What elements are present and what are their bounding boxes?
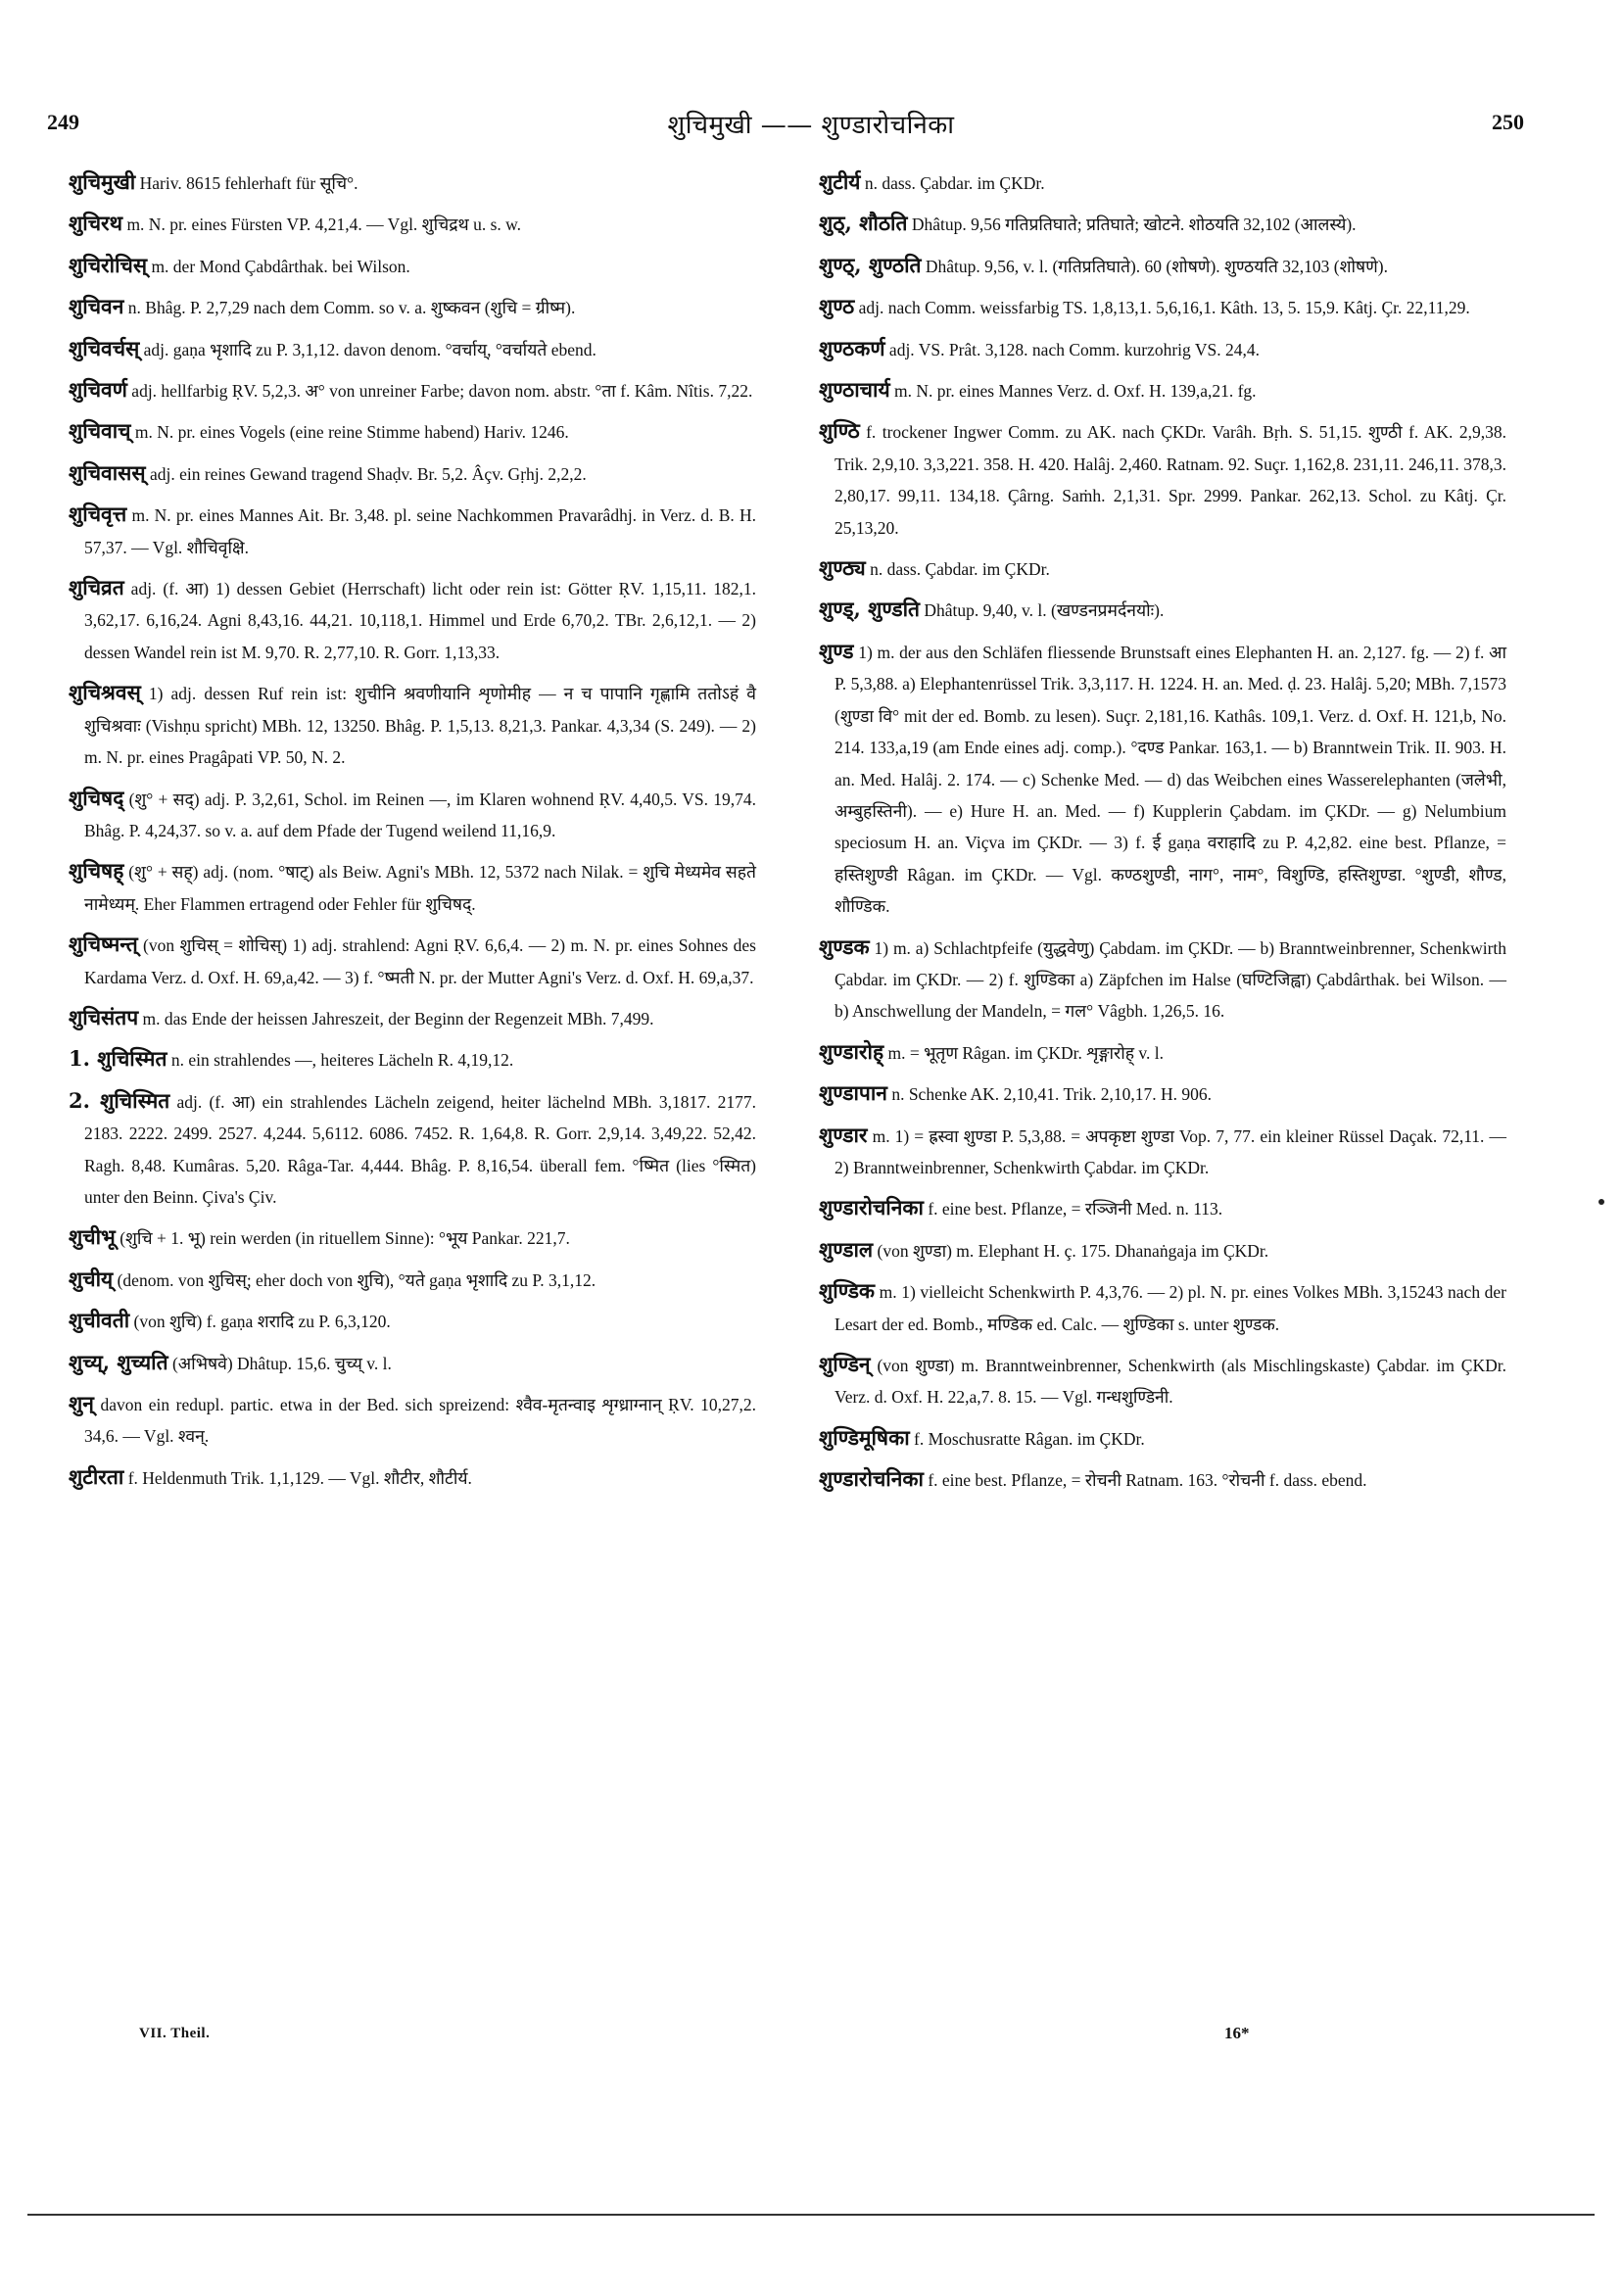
signature-mark: 16* — [1224, 2024, 1250, 2042]
dictionary-entry — [63, 783, 756, 847]
dictionary-entry — [63, 457, 756, 490]
entry-definition: adj. ein reines Gewand tragend Shaḍv. Br. 5,2. Âçv. Gṛhj. 2,2,2. — [149, 463, 587, 484]
entry-definition: 1) adj. dessen Ruf rein ist: शुचीनि श्रवणीयानि शृणोमीह — न च पापानि गृह्णामि ततोऽहं वै शुचिश्रवाः (Vishṇu spricht) MBh. 12, 13250. Bhâg. P. 1,5,13. 8,21,3. Pankar. 4,3,34 (S. 249). — 2) m. N. pr. eines Pragâpati VP. 50, N. 2. — [84, 684, 756, 768]
entry-definition: adj. nach Comm. weissfarbig TS. 1,8,13,1. 5,6,16,1. Kâth. 13, 5. 15,9. Kâtj. Çr. 22,11,29. — [858, 298, 1470, 318]
dictionary-entry — [63, 855, 756, 920]
entry-headword: शुचीय् — [69, 1266, 114, 1291]
entry-definition: Hariv. 8615 fehlerhaft für सूचि°. — [139, 173, 358, 193]
entry-headword: शुण्ड — [819, 638, 854, 663]
dictionary-entry — [813, 291, 1506, 323]
entry-definition: m. N. pr. eines Vogels (eine reine Stimme habend) Hariv. 1246. — [134, 422, 569, 443]
entry-definition: (शु° + सह्) adj. (nom. °षाट्) als Beiw. Agni's MBh. 12, 5372 nach Nilak. = शुचि मेध्यमेव सहते नामेध्यम्. Eher Flammen ertragend oder Fehler für शुचिषद्. — [84, 862, 756, 914]
margin-speck — [1598, 1199, 1604, 1205]
entry-headword: शुण्ठ्य — [819, 555, 866, 581]
dictionary-entry — [63, 1461, 756, 1494]
entry-definition: (von शुण्डा) m. Elephant H. ç. 175. Dhanaṅgaja im ÇKDr. — [877, 1240, 1269, 1261]
dictionary-entry — [63, 250, 756, 282]
entry-headword: शुठ्, शौठति — [819, 211, 908, 236]
entry-headword: शुण्डिन् — [819, 1352, 871, 1376]
dictionary-entry — [813, 552, 1506, 585]
dictionary-entry — [63, 499, 756, 563]
entry-definition: (von शुचिस् = शोचिस्) 1) adj. strahlend: Agni ṚV. 6,6,4. — 2) m. N. pr. eines Sohnes des Kardama Verz. d. Oxf. H. 69,a,42. — 3) f. °ष्मती N. pr. der Mutter Agni's Verz. d. Oxf. H. 69,a,37. — [84, 935, 756, 987]
dictionary-entry — [813, 208, 1506, 240]
dictionary-entry — [813, 636, 1506, 923]
dictionary-entry — [63, 333, 756, 365]
right-column — [813, 167, 1506, 1506]
entry-definition: f. eine best. Pflanze, = रञ्जिनी Med. n. 113. — [928, 1199, 1223, 1220]
entry-definition: f. eine best. Pflanze, = रोचनी Ratnam. 163. °रोचनी f. dass. ebend. — [928, 1470, 1367, 1491]
entry-headword: शुण्डक — [819, 933, 870, 959]
dictionary-entry — [813, 1036, 1506, 1069]
dictionary-entry — [813, 1120, 1506, 1184]
entry-definition: adj. (f. आ) ein strahlendes Lächeln zeigend, heiter lächelnd MBh. 3,1817. 2177. 2183. 2222. 2499. 2527. 4,244. 5,6112. 6086. 7452. R. 1,64,8. R. Gorr. 2,9,14. 3,49,22. 52,42. Ragh. 8,48. Kumâras. 5,20. Râga-Tar. 4,444. Bhâg. P. 8,16,54. überall fem. °ष्मित (lies °स्मित) unter den Beinn. Çiva's Çiv. — [84, 1091, 756, 1207]
entry-definition: n. Schenke AK. 2,10,41. Trik. 2,10,17. H. 906. — [891, 1084, 1213, 1105]
dictionary-entry — [63, 291, 756, 323]
dictionary-entry — [63, 1305, 756, 1337]
entry-definition: f. Moschusratte Râgan. im ÇKDr. — [914, 1428, 1145, 1449]
entry-headword: शुचीभू — [69, 1224, 116, 1250]
entry-definition: n. ein strahlendes —, heiteres Lächeln R. 4,19,12. — [170, 1050, 514, 1071]
entry-headword: शुण्डारोह् — [819, 1038, 884, 1064]
entry-headword: शुण्डारोचनिका — [819, 1195, 924, 1220]
entry-definition: f. Heldenmuth Trik. 1,1,129. — Vgl. शौटीर, शौटीर्य. — [127, 1467, 472, 1488]
dictionary-entry — [813, 374, 1506, 407]
dictionary-entry — [63, 1043, 756, 1076]
entry-headword: शुचिवाच् — [69, 418, 131, 444]
entry-definition: m. 1) vielleicht Schenkwirth P. 4,3,76. — 2) pl. N. pr. eines Volkes MBh. 3,15243 nach der Lesart der ed. Bomb., मण्डिक ed. Calc. — शुण्डिका s. unter शुण्डक. — [835, 1282, 1507, 1334]
dictionary-entry — [813, 1349, 1506, 1413]
entry-headword: शुण्डिक — [819, 1278, 876, 1304]
entry-headword: शुण्ठि — [819, 418, 860, 444]
left-page-number: 249 — [47, 110, 79, 134]
entry-headword: शुटीरता — [69, 1463, 124, 1489]
bottom-rule — [27, 2214, 1595, 2216]
entry-definition: Dhâtup. 9,56, v. l. (गतिप्रतिघाते). 60 (शोषणे). शुण्ठयति 32,103 (शोषणे). — [925, 256, 1388, 276]
entry-definition: m. = भूतृण Râgan. im ÇKDr. शृङ्गारोह् v. l. — [887, 1042, 1165, 1063]
entry-headword: शुचिवर्ण — [69, 377, 127, 403]
right-page-number: 250 — [1492, 110, 1524, 134]
entry-headword: शुचिमुखी — [69, 169, 136, 194]
entry-definition: (शुचि + 1. भू) rein werden (in rituellem Sinne): °भूय Pankar. 221,7. — [119, 1228, 570, 1249]
dictionary-entry — [63, 929, 756, 993]
dictionary-entry — [813, 167, 1506, 199]
entry-definition: m. 1) = ह्रस्वा शुण्डा P. 5,3,88. = अपकृष्टा शुण्डा Vop. 7, 77. ein kleiner Rüssel Daçak. 72,11. — 2) Branntweinbrenner, Schenkwirth Çabdar. im ÇKDr. — [835, 1125, 1507, 1177]
entry-definition: n. dass. Çabdar. im ÇKDr. — [870, 559, 1050, 580]
entry-headword: शुचिषह् — [69, 858, 124, 884]
entry-headword: शुचिवृत्त — [69, 502, 127, 527]
entry-definition: (von शुचि) f. gaṇa शरादि zu P. 6,3,120. — [133, 1312, 391, 1332]
dictionary-entry — [813, 594, 1506, 626]
entry-headword: शुचिवन — [69, 294, 124, 319]
entry-definition: n. dass. Çabdar. im ÇKDr. — [864, 173, 1045, 193]
entry-headword: शुचीवती — [69, 1308, 130, 1333]
entry-headword: शुण्ड्, शुण्डति — [819, 597, 921, 622]
entry-definition: (denom. von शुचिस्; eher doch von शुचि), °यते gaṇa भृशादि zu P. 3,1,12. — [117, 1269, 596, 1290]
entry-headword: 2. शुचिस्मित — [69, 1087, 170, 1113]
dictionary-entry — [813, 1275, 1506, 1340]
dictionary-entry — [63, 1388, 756, 1453]
dictionary-entry — [813, 1463, 1506, 1496]
dictionary-entry — [813, 333, 1506, 365]
dictionary-entry — [813, 1192, 1506, 1224]
dictionary-entry — [63, 677, 756, 773]
entry-headword: शुचिषद् — [69, 785, 124, 810]
entry-definition: f. trockener Ingwer Comm. zu AK. nach ÇKDr. Varâh. Bṛh. S. 51,15. शुण्ठी f. AK. 2,9,38. Trik. 2,9,10. 3,3,221. 358. H. 420. Halâj. 2,460. Ratnam. 92. Suçr. 1,162,8. 231,11. 246,11. 378,3. 2,80,17. 99,11. 134,18. Çârng. Saṁh. 2,1,31. Spr. 2999. Pankar. 262,13. Schol. zu Kâtj. Çr. 25,13,20. — [835, 422, 1506, 538]
entry-definition: davon ein redupl. partic. etwa in der Bed. sich spreizend: श्वैव-मृतन्वाइ शृग्ध्राग्नान् ṚV. 10,27,2. 34,6. — Vgl. श्वन्. — [84, 1395, 756, 1447]
dictionary-entry — [63, 572, 756, 668]
entry-headword: शुचिरथ — [69, 211, 123, 236]
entry-definition: m. N. pr. eines Mannes Verz. d. Oxf. H. 139,a,21. fg. — [894, 381, 1257, 402]
entry-headword: शुण्डार — [819, 1122, 868, 1147]
entry-definition: adj. gaṇa भृशादि zu P. 3,1,12. davon denom. °वर्चाय्, °वर्चायते ebend. — [143, 339, 596, 359]
entry-headword: शुचिव्रत — [69, 575, 124, 600]
dictionary-entry — [63, 1264, 756, 1296]
entry-definition: m. der Mond Çabdârthak. bei Wilson. — [151, 256, 410, 276]
entry-definition: (शु° + सद्) adj. P. 3,2,61, Schol. im Reinen —, im Klaren wohnend ṚV. 4,40,5. VS. 19,74. Bhâg. P. 4,24,37. so v. a. auf dem Pfade der Tugend weilend 11,16,9. — [84, 789, 756, 840]
entry-headword: शुण्ठ्, शुण्ठति — [819, 252, 922, 277]
entry-headword: शुण्ठ — [819, 294, 855, 319]
entry-definition: adj. VS. Prât. 3,128. nach Comm. kurzohrig VS. 24,4. — [888, 339, 1260, 359]
page-header — [47, 110, 1575, 153]
dictionary-entry — [813, 1234, 1506, 1267]
entry-definition: (अभिषवे) Dhâtup. 15,6. चुच्य् v. l. — [171, 1353, 392, 1373]
entry-definition: (von शुण्डा) m. Branntweinbrenner, Schenkwirth (als Mischlingskaste) Çabdar. im ÇKDr. Verz. d. Oxf. H. 22,a,7. 8. 15. — Vgl. गन्धशुण्डिनी. — [835, 1356, 1506, 1408]
dictionary-entry — [63, 1221, 756, 1254]
entry-headword: शुचिसंतप — [69, 1004, 139, 1029]
running-title: शुचिमुखी —— शुण्डारोचनिका — [667, 111, 955, 140]
entry-definition: 1) m. der aus den Schläfen fliessende Brunstsaft eines Elephanten H. an. 2,127. fg. — 2) f. आ P. 5,3,88. a) Elephantenrüssel Trik. 3,3,117. H. 1224. H. an. Med. ḍ. 23. Halâj. 5,20; MBh. 7,1573 (शुण्डा वि° mit der ed. Bomb. zu lesen). Suçr. 2,181,16. Kathâs. 109,1. Verz. d. Oxf. H. 121,b, No. 214. 133,a,19 (am Ende eines adj. comp.). °दण्ड Pankar. 163,1. — b) Branntwein Trik. II. 903. H. an. Med. Halâj. 2. 174. — c) Schenke Med. — d) das Weibchen eines Wasserelephanten (जलेभी, अम्बुहस्तिनी). — e) Hure H. an. Med. — f) Kupplerin Çabdam. im ÇKDr. — g) Nelumbium speciosum H. an. Viçva im ÇKDr. — 3) f. ई gaṇa वराहादि zu P. 4,2,82. eine best. Pflanze, = हस्तिशुण्डी Râgan. im ÇKDr. — Vgl. कण्ठशुण्डी, नाग°, नाम°, विशुण्डि, हस्तिशुण्डा. °शुण्डी, शौण्ड, शौण्डिक. — [835, 642, 1507, 917]
dictionary-entry — [813, 415, 1506, 544]
entry-headword: शुचिवासस् — [69, 459, 146, 485]
entry-headword: शुचिवर्चस् — [69, 335, 140, 360]
entry-headword: शुच्य्, शुच्यति — [69, 1349, 168, 1374]
dictionary-entry — [813, 1077, 1506, 1110]
left-column — [63, 167, 756, 1503]
dictionary-entry — [63, 208, 756, 240]
entry-headword: 1. शुचिस्मित — [69, 1046, 167, 1072]
entry-headword: शुण्डारोचनिका — [819, 1466, 924, 1492]
entry-headword: शुण्डाल — [819, 1236, 874, 1262]
entry-definition: Dhâtup. 9,40, v. l. (खण्डनप्रमर्दनयोः). — [924, 600, 1165, 621]
dictionary-entry — [63, 415, 756, 448]
entry-definition: m. N. pr. eines Fürsten VP. 4,21,4. — Vgl. शुचिद्रथ u. s. w. — [126, 215, 522, 235]
entry-headword: शुन् — [69, 1391, 94, 1415]
entry-headword: शुण्ठाचार्य — [819, 377, 890, 403]
entry-headword: शुण्डापान — [819, 1080, 887, 1106]
entry-headword: शुण्डिमूषिका — [819, 1424, 910, 1450]
dictionary-entry — [813, 1422, 1506, 1455]
dictionary-entry — [63, 1085, 756, 1214]
dictionary-entry — [63, 167, 756, 199]
entry-headword: शुटीर्य — [819, 169, 861, 194]
dictionary-entry — [813, 932, 1506, 1028]
dictionary-entry — [63, 1002, 756, 1034]
entry-definition: n. Bhâg. P. 2,7,29 nach dem Comm. so v. a. शुष्कवन (शुचि = ग्रीष्म). — [127, 298, 576, 318]
entry-definition: m. N. pr. eines Mannes Ait. Br. 3,48. pl. seine Nachkommen Pravarâdhj. in Verz. d. B. H. 57,37. — Vgl. शौचिवृक्षि. — [84, 505, 757, 557]
entry-definition: 1) m. a) Schlachtpfeife (युद्धवेणु) Çabdam. im ÇKDr. — b) Branntweinbrenner, Schenkwirth Çabdar. im ÇKDr. — 2) f. शुण्डिका a) Zäpfchen im Halse (घण्टिजिह्वा) Çabdârthak. bei Wilson. — b) Anschwellung der Mandeln, = गल° Vâgbh. 1,26,5. 16. — [835, 937, 1507, 1022]
dictionary-entry — [63, 1347, 756, 1379]
entry-headword: शुचिष्मन्त् — [69, 932, 138, 957]
dictionary-entry — [63, 374, 756, 407]
entry-definition: adj. (f. आ) 1) dessen Gebiet (Herrschaft) licht oder rein ist: Götter ṚV. 1,15,11. 182,1. 3,62,17. 6,16,24. Agni 8,43,16. 44,21. 10,118,1. Himmel und Erde 6,70,2. TBr. 2,6,12,1. — 2) dessen Wandel rein ist M. 9,70. R. 2,77,10. R. Gorr. 1,13,33. — [84, 579, 756, 662]
entry-definition: m. das Ende der heissen Jahreszeit, der Beginn der Regenzeit MBh. 7,499. — [142, 1008, 654, 1028]
entry-headword: शुचिश्रवस् — [69, 680, 141, 705]
entry-definition: Dhâtup. 9,56 गतिप्रतिघाते; प्रतिघाते; खोटने. शोठयति 32,102 (आलस्ये). — [911, 215, 1357, 235]
entry-headword: शुण्ठकर्ण — [819, 335, 885, 360]
entry-headword: शुचिरोचिस् — [69, 252, 148, 277]
entry-definition: adj. hellfarbig ṚV. 5,2,3. अ° von unreiner Farbe; davon nom. abstr. °ता f. Kâm. Nîtis. 7,22. — [131, 381, 753, 402]
dictionary-entry — [813, 250, 1506, 282]
volume-label: VII. Theil. — [139, 2026, 211, 2041]
